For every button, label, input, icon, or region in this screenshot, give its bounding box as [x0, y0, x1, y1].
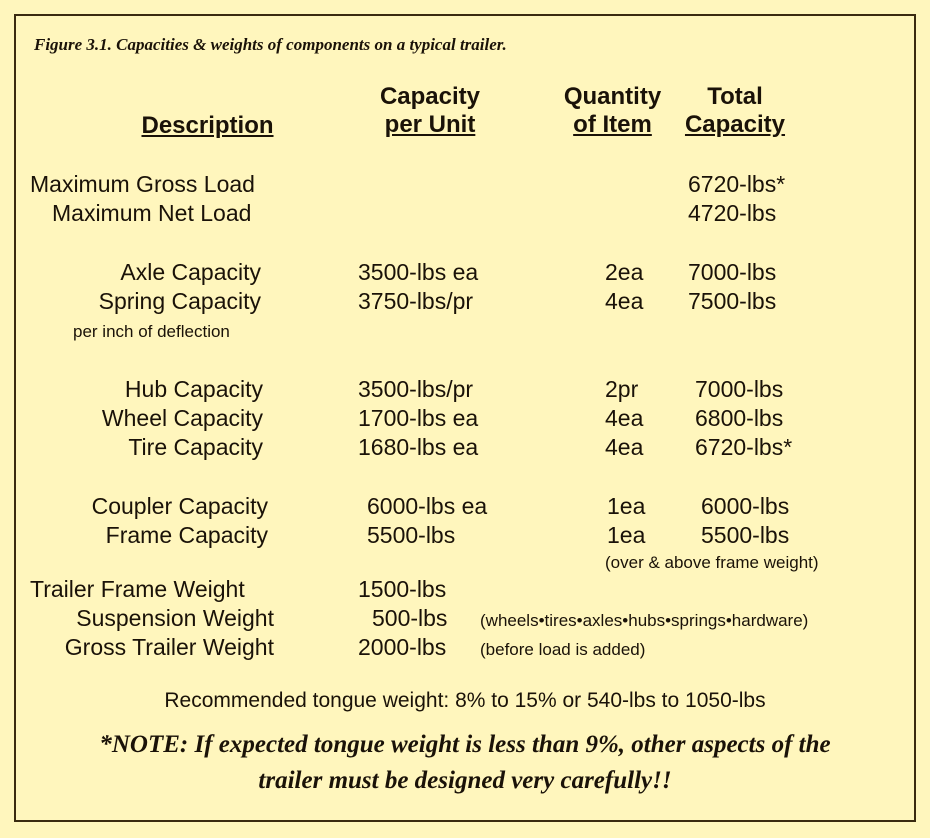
note-line-2: trailer must be designed very carefully!! — [258, 767, 672, 794]
row-gross-trailer-desc: Gross Trailer Weight — [64, 634, 274, 660]
note-line-1: *NOTE: If expected tongue weight is less than 9%, other aspects of the — [99, 731, 831, 758]
row-hub-total: 7000-lbs — [695, 376, 784, 402]
row-frame-total: 5500-lbs — [701, 522, 790, 548]
row-suspension-cap: 500-lbs — [372, 605, 448, 631]
row-max-net-total: 4720-lbs — [688, 200, 777, 226]
row-gross-trailer-cap: 2000-lbs — [358, 634, 447, 660]
header-description-label: Description — [141, 112, 274, 139]
row-hub-desc: Hub Capacity — [124, 376, 263, 402]
row-gross-trailer-note: (before load is added) — [480, 640, 646, 659]
row-coupler-qty: 1ea — [607, 493, 646, 519]
row-tire-desc: Tire Capacity — [128, 434, 263, 460]
row-coupler-desc: Coupler Capacity — [91, 493, 268, 519]
header-capacity-line2: per Unit — [384, 111, 476, 138]
header-quantity — [545, 83, 680, 139]
row-spring-desc: Spring Capacity — [98, 288, 261, 314]
row-suspension-desc: Suspension Weight — [76, 605, 274, 631]
row-coupler-total: 6000-lbs — [701, 493, 790, 519]
row-spring-cap: 3750-lbs/pr — [358, 288, 474, 314]
header-quantity-line2: of Item — [573, 111, 652, 138]
row-tire-total: 6720-lbs* — [695, 434, 793, 460]
row-spring-total: 7500-lbs — [688, 288, 777, 314]
row-suspension-note: (wheels•tires•axles•hubs•springs•hardware) — [480, 611, 809, 630]
row-hub-cap: 3500-lbs/pr — [358, 376, 474, 402]
row-max-gross-total: 6720-lbs* — [688, 171, 786, 197]
row-max-net-desc: Maximum Net Load — [52, 200, 252, 226]
header-description — [120, 112, 295, 140]
header-total — [670, 83, 800, 139]
row-coupler-cap: 6000-lbs ea — [367, 493, 488, 519]
row-frame-weight-cap: 1500-lbs — [358, 576, 447, 602]
row-wheel-cap: 1700-lbs ea — [358, 405, 479, 431]
row-wheel-desc: Wheel Capacity — [101, 405, 263, 431]
row-axle-total: 7000-lbs — [688, 259, 777, 285]
header-capacity — [345, 83, 515, 139]
row-frame-desc: Frame Capacity — [105, 522, 268, 548]
row-spring-qty: 4ea — [605, 288, 644, 314]
row-tire-cap: 1680-lbs ea — [358, 434, 479, 460]
row-frame-sub: (over & above frame weight) — [605, 553, 819, 572]
recommended-tongue-weight: Recommended tongue weight: 8% to 15% or 540-lbs to 1050-lbs — [164, 689, 766, 712]
row-wheel-qty: 4ea — [605, 405, 644, 431]
row-frame-qty: 1ea — [607, 522, 646, 548]
tongue-weight-note — [0, 727, 930, 799]
row-frame-cap: 5500-lbs — [367, 522, 456, 548]
row-wheel-total: 6800-lbs — [695, 405, 784, 431]
row-max-gross-desc: Maximum Gross Load — [30, 171, 255, 197]
row-axle-qty: 2ea — [605, 259, 644, 285]
figure-caption: Figure 3.1. Capacities & weights of components on a typical trailer. — [34, 35, 507, 54]
header-total-line1: Total — [707, 83, 763, 110]
header-total-line2: Capacity — [684, 111, 786, 138]
row-axle-desc: Axle Capacity — [120, 259, 261, 285]
row-frame-weight-desc: Trailer Frame Weight — [30, 576, 245, 602]
row-hub-qty: 2pr — [605, 376, 639, 402]
header-capacity-line1: Capacity — [379, 83, 481, 110]
header-quantity-line1: Quantity — [563, 83, 662, 110]
row-axle-cap: 3500-lbs ea — [358, 259, 479, 285]
row-tire-qty: 4ea — [605, 434, 644, 460]
row-spring-sub: per inch of deflection — [73, 322, 230, 341]
